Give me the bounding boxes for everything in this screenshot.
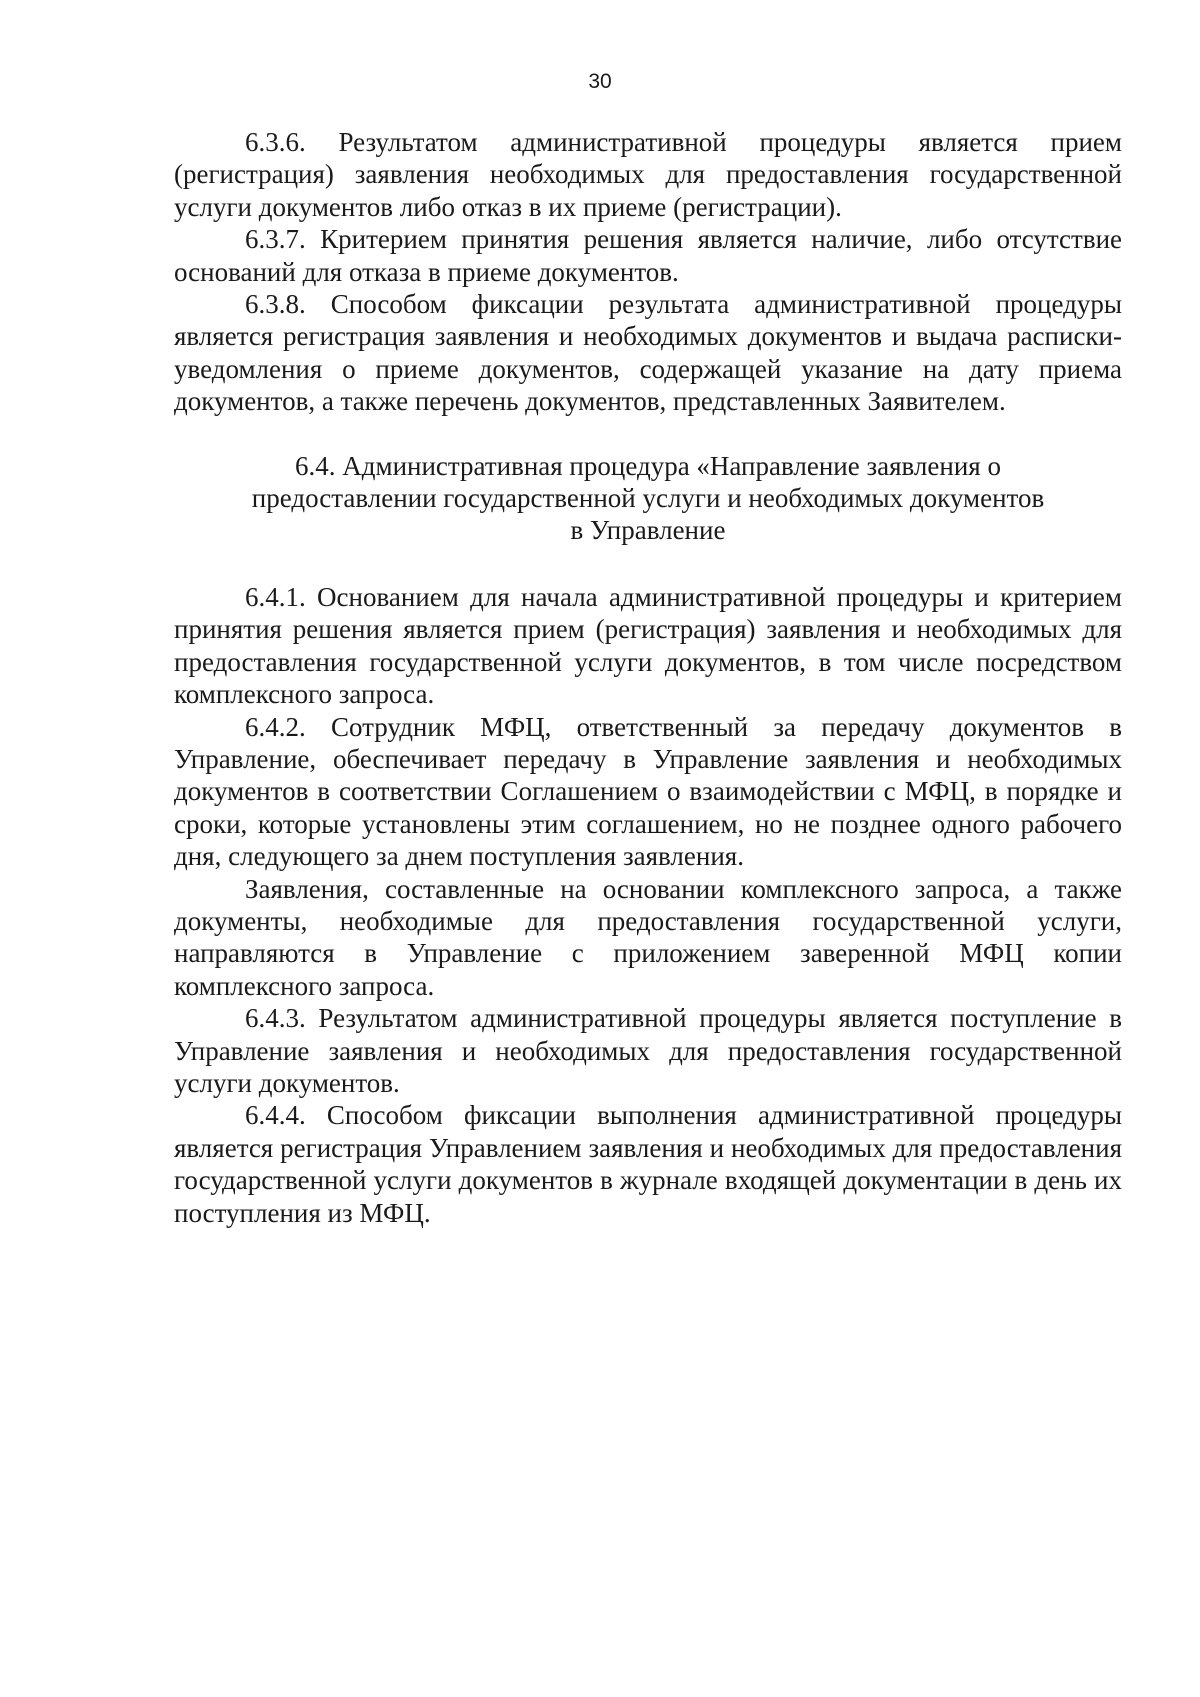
spacer <box>174 418 1122 450</box>
paragraph-6-4-3: 6.4.3. Результатом административной процедуры является поступление в Управление заявления и необходимых для предоставления государственной услуги документов. <box>174 1003 1122 1098</box>
page-number: 30 <box>588 70 612 93</box>
spacer <box>174 547 1122 581</box>
paragraph-complex-request: Заявления, составленные на основании комплексного запроса, а также документы, необходимые для предоставления государственной услуги, направляются в Управление с приложением заверенной МФЦ копии комплексного запроса. <box>174 873 1122 1001</box>
paragraph-6-4-2: 6.4.2. Сотрудник МФЦ, ответственный за передачу документов в Управление, обеспечивает передачу в Управление заявления и необходимых документов в соответствии Соглашением о взаимодействии с МФЦ, в порядке и сроки, которые установлены этим соглашением, но не позднее одного рабочего дня, следующего за днем поступления заявления. <box>174 711 1122 872</box>
paragraph-6-3-6: 6.3.6. Результатом административной процедуры является прием (регистрация) заявления необходимых для предоставления государственной услуги документов либо отказ в их приеме (регистрации). <box>174 127 1122 222</box>
document-body <box>174 126 1122 1229</box>
paragraph-6-4-1: 6.4.1. Основанием для начала административной процедуры и критерием принятия решения является прием (регистрация) заявления и необходимых для предоставления государственной услуги документов, в том числе посредством комплексного запроса. <box>174 581 1122 710</box>
paragraph-6-4-4: 6.4.4. Способом фиксации выполнения административной процедуры является регистрация Управлением заявления и необходимых для предоставления государственной услуги документов в журнале входящей документации в день их поступления из МФЦ. <box>174 1100 1122 1228</box>
paragraph-6-3-7: 6.3.7. Критерием принятия решения является наличие, либо отсутствие оснований для отказа в приеме документов. <box>174 224 1122 287</box>
section-heading-6-4: 6.4. Административная процедура «Направление заявления о предоставлении государственной услуги и необходимых документов в Управление <box>251 450 1045 546</box>
paragraph-6-3-8: 6.3.8. Способом фиксации результата административной процедуры является регистрация заявления и необходимых документов и выдача расписки-уведомления о приеме документов, содержащей указание на дату приема документов, а также перечень документов, представленных Заявителем. <box>174 289 1122 417</box>
